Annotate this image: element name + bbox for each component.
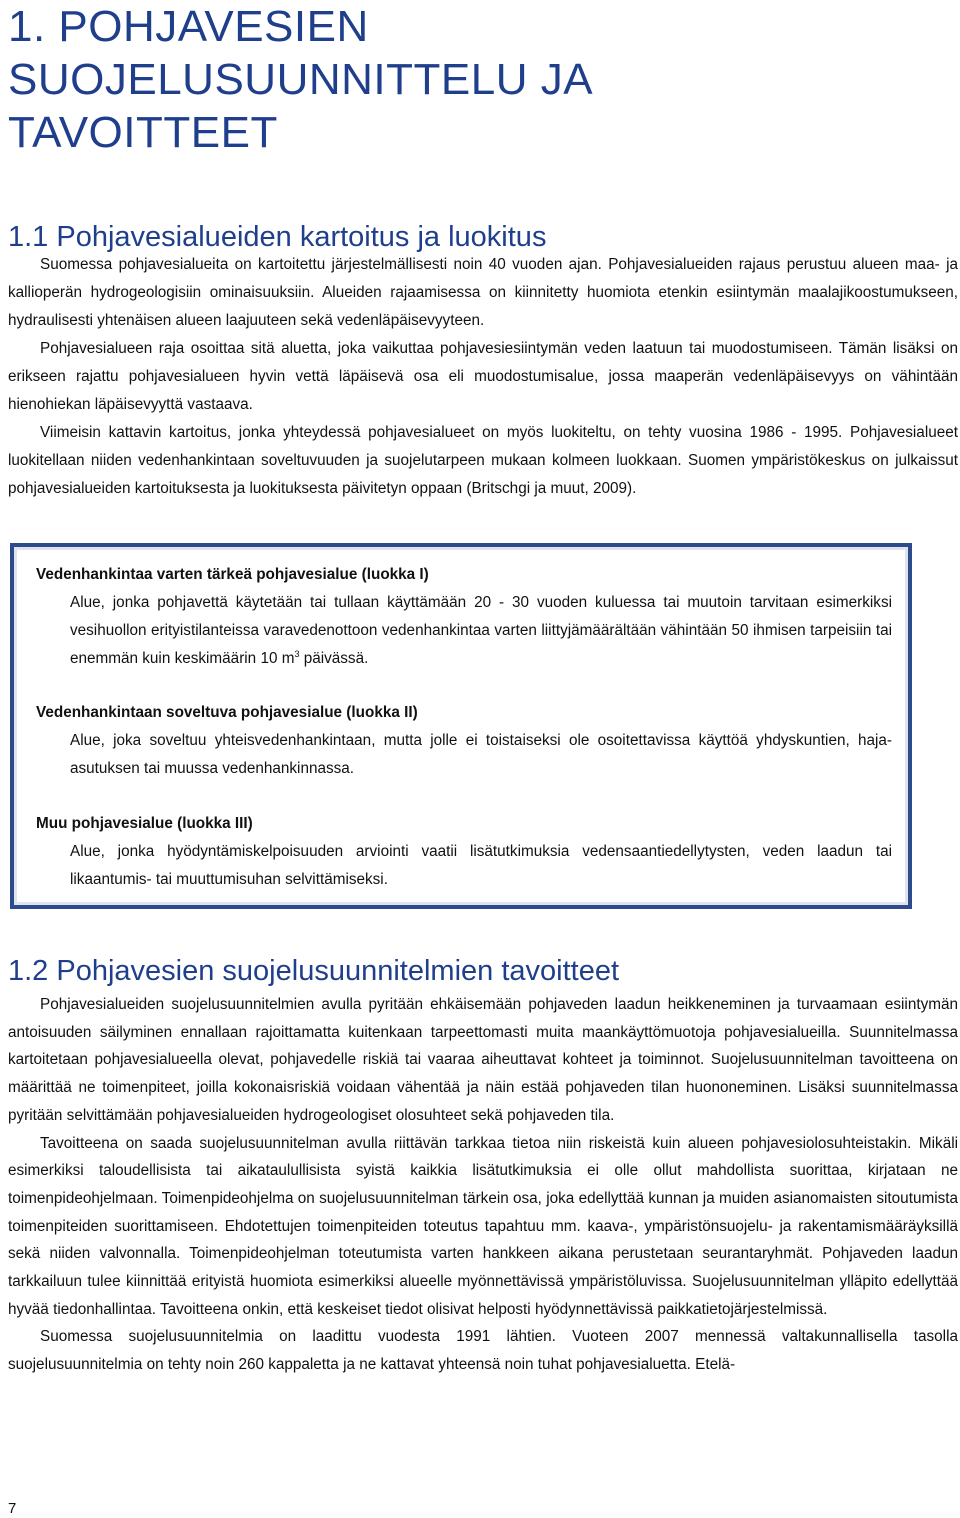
chapter-title-line: SUOJELUSUUNNITTELU JA bbox=[8, 55, 594, 104]
class-title: Vedenhankintaan soveltuva pohjavesialue (luokka II) bbox=[36, 704, 418, 721]
paragraph: Pohjavesialueiden suojelusuunnitelmien avulla pyritään ehkäisemään pohjaveden laadun heikkeneminen ja turvaamaan esiintymän antoisuuden säilyminen ennallaan rajoittamatta kuitenkaan tarpeettomasti muita maankäyttömuotoja pohjavesialueilla. Suunnitelmassa kartoitetaan pohjavesialueella olevat, pohjavedelle riskiä tai vaaraa aiheuttavat kohteet ja toiminnot. Suojelusuunnitelman tavoitteena on määrittää ne toimenpiteet, joilla kokonaisriskiä voidaan vähentää ja näin estää pohjaveden tilan huononeminen. Lisäksi suunnitelmassa pyritään selvittämään pohjavesialueiden hydrogeologiset olosuhteet sekä pohjaveden tila. bbox=[8, 996, 958, 1124]
section-heading: 1.2 Pohjavesien suojelusuunnitelmien tavoitteet bbox=[8, 955, 620, 987]
page-number: 7 bbox=[8, 1500, 17, 1517]
chapter-title bbox=[8, 0, 958, 159]
class-description: Alue, jonka hyödyntämiskelpoisuuden arviointi vaatii lisätutkimuksia vedensaantiedellytysten, veden laadun tai likaantumis- tai muuttumisuhan selvittämiseksi. bbox=[70, 843, 892, 888]
chapter-title-line: 1. POHJAVESIEN bbox=[8, 2, 369, 51]
paragraph: Viimeisin kattavin kartoitus, jonka yhteydessä pohjavesialueet on myös luokiteltu, on tehty vuosina 1986 - 1995. Pohjavesialueet luokitellaan niiden vedenhankintaan soveltuvuuden ja suojelutarpeen mukaan kolmeen luokkaan. Suomen ympäristökeskus on julkaissut pohjavesialueiden kartoituksesta ja luokituksesta päivitetyn oppaan (Britschgi ja muut, 2009). bbox=[8, 424, 958, 497]
section-2 bbox=[8, 955, 958, 1379]
class-title: Vedenhankintaa varten tärkeä pohjavesialue (luokka I) bbox=[36, 566, 429, 583]
classification-box bbox=[10, 543, 912, 909]
class-description bbox=[70, 589, 892, 673]
class-entry bbox=[36, 561, 892, 673]
section-heading: 1.1 Pohjavesialueiden kartoitus ja luokitus bbox=[8, 221, 547, 253]
class-description-text: Alue, jonka pohjavettä käytetään tai tullaan käyttämään 20 - 30 vuoden kuluessa tai muutoin tarvitaan esimerkiksi vesihuollon erityistilanteissa varavedenottoon vedenhankintaa varten liittyjämäärältään vähintään 50 ihmisen tarpeisiin tai enemmän kuin keskimäärin 10 m bbox=[70, 594, 892, 667]
section-body bbox=[8, 251, 958, 503]
class-description-tail: päivässä. bbox=[299, 650, 369, 667]
paragraph: Suomessa pohjavesialueita on kartoitettu järjestelmällisesti noin 40 vuoden ajan. Pohjavesialueiden rajaus perustuu alueen maa- ja kallioperän hydrogeologisiin ominaisuuksiin. Alueiden rajaamisessa on kiinnitetty huomiota etenkin esiintymän maalajikoostumukseen, hydraulisesti yhtenäisen alueen laajuuteen sekä vedenläpäisevyyteen. bbox=[8, 256, 958, 329]
paragraph: Pohjavesialueen raja osoittaa sitä aluetta, joka vaikuttaa pohjavesiesiintymän veden laatuun tai muodostumiseen. Tämän lisäksi on erikseen rajattu pohjavesialueen hyvin vettä läpäisevä osa eli muodostumisalue, jossa maaperän vedenläpäisevyys on vähintään hienohiekan läpäisevyyttä vastaava. bbox=[8, 340, 958, 413]
paragraph: Suomessa suojelusuunnitelmia on laadittu vuodesta 1991 lähtien. Vuoteen 2007 mennessä valtakunnallisella tasolla suojelusuunnitelmia on tehty noin 260 kappaletta ja ne kattavat yhteensä noin tuhat pohjavesialuetta. Etelä- bbox=[8, 1328, 958, 1374]
section-body bbox=[8, 991, 958, 1379]
superscript: 3 bbox=[294, 648, 300, 659]
class-entry bbox=[36, 810, 892, 894]
chapter-title-line: TAVOITTEET bbox=[8, 108, 278, 157]
class-entry bbox=[36, 699, 892, 783]
class-description: Alue, joka soveltuu yhteisvedenhankintaan, mutta jolle ei toistaiseksi ole osoitettavissa käyttöä yhdyskuntien, haja-asutuksen tai muussa vedenhankinnassa. bbox=[70, 732, 892, 777]
paragraph: Tavoitteena on saada suojelusuunnitelman avulla riittävän tarkkaa tietoa niin riskeistä kuin alueen pohjavesiolosuhteistakin. Mikäli esimerkiksi taloudellisista tai aikataulullisista syistä kaikkia lisätutkimuksia ei olle ollut mahdollista suorittaa, kirjataan ne toimenpideohjelmaan. Toimenpideohjelma on suojelusuunnitelman tärkein osa, joka edellyttää kunnan ja muiden asianomaisten sitoutumista toimenpiteiden suorittamiseen. Ehdotettujen toimenpiteiden toteutus tapahtuu mm. kaava-, ympäristönsuojelu- ja rakentamismääräyksillä sekä niiden valvonnalla. Toimenpideohjelman toteutumista varten hankkeen aikana perustetaan seurantaryhmät. Pohjaveden laadun tarkkailuun tulee kiinnittää erityistä huomiota esimerkiksi alueelle myönnettävissä ympäristöluvissa. Suojelusuunnitelman ylläpito edellyttää hyvää tiedonhallintaa. Tavoitteena onkin, että keskeiset tiedot olisivat helposti hyödynnettävissä paikkatietojärjestelmissä. bbox=[8, 1134, 958, 1318]
class-title: Muu pohjavesialue (luokka III) bbox=[36, 815, 253, 832]
